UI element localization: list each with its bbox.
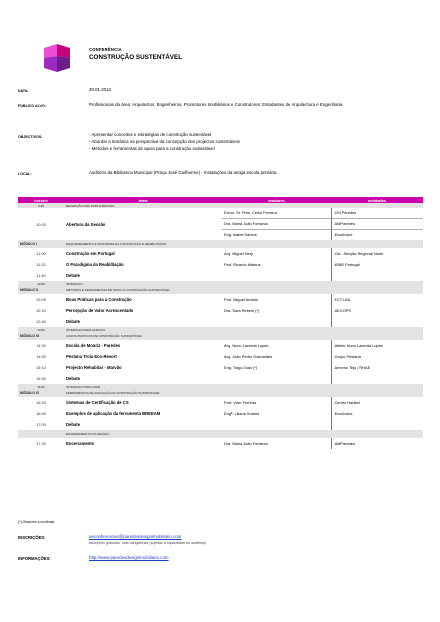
date-label: DATA:: [18, 89, 29, 93]
speaker-name: Exmo. Sr. Pres. Celso Ferreira: [222, 208, 331, 219]
entities-cell: [331, 208, 423, 240]
reception-text: RECEPÇÃO DOS PARTICIPANTES: [64, 203, 423, 208]
entity-cell: .iiSBE Portugal: [331, 259, 423, 270]
entity-cell: [331, 373, 423, 384]
break-text: INTERVALO: [64, 281, 423, 286]
session-row: [18, 351, 423, 362]
time-cell: 12:00: [36, 297, 46, 302]
entity-cell: .Centro Habitat: [331, 397, 423, 408]
speaker-cell: [222, 373, 331, 384]
speaker-name: Eng. Isabel Santos: [224, 232, 257, 237]
time-cell: 15:30: [36, 376, 46, 381]
time-cell: 16:00: [18, 384, 64, 389]
time-cell: 9:30: [18, 203, 64, 208]
session-row: [18, 316, 423, 327]
module-title: CASOS PRÁTICOS DE CONSTRUÇÃO SUSTENTÁVEL: [64, 332, 423, 340]
info-website-link[interactable]: http://www.paredesdesignimobiliario.com: [89, 555, 169, 560]
module-label: MÓDULO IV: [18, 389, 64, 397]
info-label: INFORMAÇÕES:: [18, 556, 51, 561]
topic-cell: Exemplos de aplicação da ferramenta BREEAM: [66, 411, 161, 416]
audience-label: PÚBLICO ALVO:: [18, 104, 46, 108]
entity-cell: .Grupo Pestana: [331, 351, 423, 362]
entity-cell: .AECOPS: [331, 305, 423, 316]
time-cell: 12:20: [36, 308, 46, 313]
topic-cell: Pestana Troia Eco-Resort: [66, 354, 117, 359]
speaker-cell: Prof. Ricardo Mateus: [224, 262, 261, 267]
time-cell: 13:00: [18, 327, 64, 332]
session-row: [18, 305, 423, 316]
speaker-cell: Prof. Vítor Ferreira: [224, 400, 257, 405]
speaker-cell: Arq. João Pedro Guimarães: [224, 354, 273, 359]
module-header: [18, 332, 423, 340]
time-cell: 11:20: [36, 262, 46, 267]
session-row: [18, 438, 423, 449]
time-cell: 10:00: [36, 221, 46, 227]
time-cell: 12:50: [18, 281, 64, 286]
time-cell: 11:00: [36, 251, 46, 256]
objective-item: - Abordar a temática na perspectiva da concepção dos projectos sustentáveis: [89, 139, 240, 144]
conference-logo: [40, 44, 74, 74]
topic-cell: Sistemas de Certificação de CS: [66, 400, 129, 405]
entity-cell: .Atelier Nuno Lacerda Lopes: [331, 340, 423, 351]
topic-cell: Abertura da Sessão: [66, 221, 106, 227]
break-text: INTERVALO PARA ALMOÇO: [64, 327, 423, 332]
entity-cell: .Arexmo Tejo / RHAE: [331, 362, 423, 373]
module-header: [18, 286, 423, 294]
module-title: ENQUADRAMENTO E PANORAMA DA CONSTRUÇÃO E REABILITAÇÃO: [64, 240, 423, 248]
conference-kicker: CONFERÊNCIA: [89, 47, 122, 52]
entity-cell: .Ecochoice: [331, 408, 423, 419]
closing-header: [18, 430, 423, 438]
speaker-cell: Eng. Tiago Gaio (*): [224, 365, 258, 370]
time-cell: 11:40: [36, 273, 46, 278]
topic-cell: Percepção de Valor Acrescentado: [66, 308, 134, 313]
topic-cell: Encerramento: [66, 441, 95, 446]
column-header-speakers: oradores: [222, 197, 331, 203]
registration-note: inscrições gratuitas, mas obrigatórias (sujeitas à capacidade do auditório): [89, 541, 207, 545]
speaker-cell: Engª. Liliana Soares: [224, 411, 260, 416]
module-header: [18, 389, 423, 397]
break-text: INTERVALO PARA CAFÉ: [64, 384, 423, 389]
opening-row: [18, 208, 423, 240]
session-row: [18, 294, 423, 305]
speaker-cell: [222, 419, 331, 430]
session-row: [18, 408, 423, 419]
entity-name: .CM Paredes: [332, 208, 424, 219]
speaker-cell: Prof. Miguel Amado: [224, 297, 258, 302]
module-title: MÉTODOS E FERRAMENTAS DE APOIO À CONSTRUÇÃO SUSTENTÁVEL: [64, 286, 423, 294]
entity-cell: .OA - Secção Regional Norte: [331, 248, 423, 259]
module-label: MÓDULO II: [18, 286, 64, 294]
closing-label: ENCERRAMENTO DA SESSÃO: [64, 430, 423, 438]
entity-cell: [331, 419, 423, 430]
time-cell: 14:50: [36, 354, 46, 359]
module-label: MÓDULO III: [18, 332, 64, 340]
session-row: [18, 259, 423, 270]
session-row: [18, 397, 423, 408]
entity-cell: .FCT-UNL: [331, 294, 423, 305]
entity-name: .Ecochoice: [333, 232, 353, 237]
time-cell: 17:00: [36, 422, 46, 427]
session-row: [18, 248, 423, 259]
column-header-topic: tema: [64, 197, 222, 203]
entity-cell: [331, 316, 423, 327]
session-row: [18, 419, 423, 430]
speaker-cell: Dra. Maria João Fonseca: [224, 441, 268, 446]
time-cell: 16:40: [36, 411, 46, 416]
speaker-cell: Arq. Miguel Nery: [224, 251, 253, 256]
module-header: [18, 240, 423, 248]
objectives-label: OBJECTIVOS:: [18, 135, 43, 139]
registration-email-link[interactable]: aeconferencias@paredesdesignimobiliario.com: [89, 534, 182, 539]
objective-item: - Métodos e ferramentas de apoio para a construção sustentável: [89, 146, 215, 151]
time-cell: 14:30: [36, 343, 46, 348]
topic-cell: Debate: [66, 376, 80, 381]
audience-value: Profissionais da área: Arquitectos, Engenheiros, Promotores Imobiliários e Construtores; Estudantes de Arquitectura e Engenharia: [89, 102, 343, 107]
session-row: [18, 270, 423, 281]
module-title: FERRAMENTAS DE AVALIAÇÃO DA CONSTRUÇÃO SUSTENTÁVEL: [64, 389, 423, 397]
venue-label: LOCAL:: [18, 172, 32, 176]
entity-name: .AMParedes: [332, 219, 424, 230]
speaker-cell: [222, 270, 331, 281]
topic-cell: Escola de Mouriz - Paredes: [66, 343, 121, 348]
schedule-table: [18, 197, 423, 449]
topic-cell: Debate: [66, 319, 80, 324]
speaker-name: Dra. Maria João Fonseca: [222, 219, 331, 230]
time-cell: 12:40: [36, 319, 46, 324]
time-cell: 15:10: [36, 365, 46, 370]
module-label: MÓDULO I: [18, 240, 64, 248]
session-row: [18, 362, 423, 373]
topic-cell: Debate: [66, 273, 80, 278]
entity-cell: .AMParedes: [331, 438, 423, 449]
entity-cell: [331, 270, 423, 281]
topic-cell: Construção em Portugal: [66, 251, 115, 256]
objective-item: - Apresentar conceitos e estratégias de construção sustentável: [89, 132, 212, 137]
speakers-cell: [222, 208, 331, 240]
topic-cell: Boas Práticas para a Construção: [66, 297, 132, 302]
topic-cell: Projecto Rehabitar - Marvão: [66, 365, 122, 370]
time-cell: 17:30: [36, 441, 46, 446]
session-row: [18, 373, 423, 384]
speaker-cell: Dra. Sara Rebelo (*): [224, 308, 260, 313]
date-value: 30.01.2012: [89, 87, 111, 92]
venue-value: Auditório da Biblioteca Municipal (Praça José Guilherme) - Instalações da antiga escola primária: [89, 170, 277, 175]
speaker-cell: Arq. Nuno Lacerda Lopes: [224, 343, 269, 348]
time-cell: 16:20: [36, 400, 46, 405]
topic-cell: Debate: [66, 422, 80, 427]
column-header-entities: entidades: [331, 197, 423, 203]
topic-cell: O Paradigma da Reabilitação: [66, 262, 124, 267]
speaker-cell: [222, 316, 331, 327]
column-header-time: horário: [18, 197, 64, 203]
session-row: [18, 340, 423, 351]
footnote: (*) Oradores a confirmar: [18, 520, 55, 524]
registration-label: INSCRIÇÕES:: [18, 535, 46, 540]
conference-title: CONSTRUÇÃO SUSTENTÁVEL: [89, 54, 183, 61]
